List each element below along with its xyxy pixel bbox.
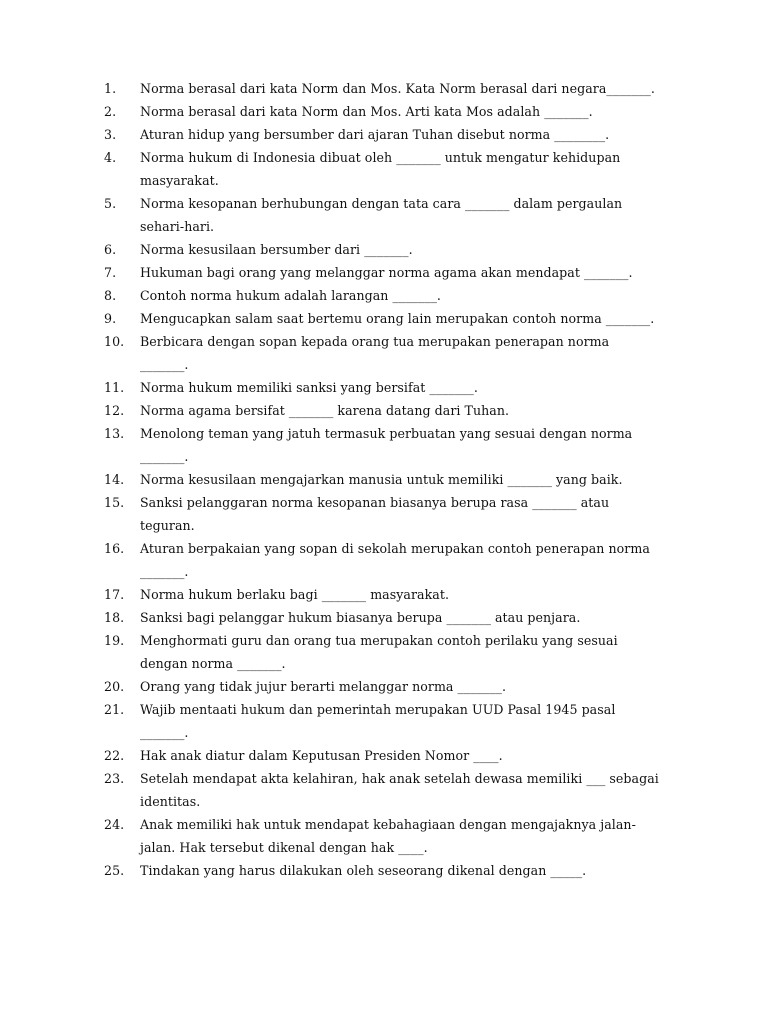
question-text: Sanksi pelanggaran norma kesopanan biasanya berupa rasa _______ atau teguran. — [140, 495, 610, 533]
question-text: Norma agama bersifat _______ karena datang dari Tuhan. — [140, 403, 510, 418]
question-text: Setelah mendapat akta kelahiran, hak anak setelah dewasa memiliki ___ sebagai identitas. — [140, 771, 659, 809]
question-item — [0, 813, 768, 859]
question-text: Hak anak diatur dalam Keputusan Presiden Nomor ____. — [140, 748, 503, 763]
question-item — [0, 284, 768, 307]
question-number: 18. — [104, 610, 125, 625]
question-text: Norma berasal dari kata Norm dan Mos. Arti kata Mos adalah _______. — [140, 104, 593, 119]
question-item — [0, 100, 768, 123]
question-number: 7. — [104, 265, 117, 280]
question-number: 21. — [104, 702, 125, 717]
question-number: 3. — [104, 127, 117, 142]
question-item — [0, 629, 768, 675]
question-number: 6. — [104, 242, 117, 257]
question-text: Sanksi bagi pelanggar hukum biasanya berupa _______ atau penjara. — [140, 610, 581, 625]
question-item — [0, 146, 768, 192]
question-item — [0, 491, 768, 537]
question-item — [0, 123, 768, 146]
question-item — [0, 192, 768, 238]
question-item — [0, 675, 768, 698]
question-number: 10. — [104, 334, 125, 349]
question-text: Tindakan yang harus dilakukan oleh seseorang dikenal dengan _____. — [140, 863, 587, 878]
question-list — [0, 77, 768, 882]
question-item — [0, 468, 768, 491]
question-item — [0, 583, 768, 606]
question-item — [0, 238, 768, 261]
question-number: 9. — [104, 311, 117, 326]
question-number: 16. — [104, 541, 125, 556]
question-number: 17. — [104, 587, 125, 602]
question-number: 20. — [104, 679, 125, 694]
question-text: Menghormati guru dan orang tua merupakan contoh perilaku yang sesuai dengan norma _______. — [140, 633, 618, 671]
question-text: Hukuman bagi orang yang melanggar norma agama akan mendapat _______. — [140, 265, 633, 280]
question-text: Norma kesusilaan bersumber dari _______. — [140, 242, 413, 257]
question-text: Berbicara dengan sopan kepada orang tua merupakan penerapan norma _______. — [140, 334, 610, 372]
question-text: Norma hukum berlaku bagi _______ masyarakat. — [140, 587, 450, 602]
question-item — [0, 606, 768, 629]
question-text: Norma hukum memiliki sanksi yang bersifat _______. — [140, 380, 478, 395]
question-item — [0, 698, 768, 744]
question-number: 11. — [104, 380, 125, 395]
question-number: 8. — [104, 288, 117, 303]
question-number: 25. — [104, 863, 125, 878]
question-text: Menolong teman yang jatuh termasuk perbuatan yang sesuai dengan norma _______. — [140, 426, 633, 464]
question-number: 19. — [104, 633, 125, 648]
question-item — [0, 399, 768, 422]
question-number: 23. — [104, 771, 125, 786]
question-item — [0, 376, 768, 399]
question-number: 4. — [104, 150, 117, 165]
question-number: 5. — [104, 196, 117, 211]
question-item — [0, 77, 768, 100]
question-item — [0, 859, 768, 882]
question-number: 13. — [104, 426, 125, 441]
question-text: Norma berasal dari kata Norm dan Mos. Kata Norm berasal dari negara_______. — [140, 81, 655, 96]
question-text: Norma hukum di Indonesia dibuat oleh _______ untuk mengatur kehidupan masyarakat. — [140, 150, 621, 188]
question-text: Aturan berpakaian yang sopan di sekolah merupakan contoh penerapan norma _______. — [140, 541, 650, 579]
question-item — [0, 307, 768, 330]
question-item — [0, 422, 768, 468]
question-text: Anak memiliki hak untuk mendapat kebahagiaan dengan mengajaknya jalan- jalan. Hak tersebut dikenal dengan hak ____. — [140, 817, 636, 855]
question-number: 15. — [104, 495, 125, 510]
question-text: Mengucapkan salam saat bertemu orang lain merupakan contoh norma _______. — [140, 311, 655, 326]
question-item — [0, 767, 768, 813]
question-number: 22. — [104, 748, 125, 763]
question-text: Aturan hidup yang bersumber dari ajaran Tuhan disebut norma ________. — [140, 127, 610, 142]
question-item — [0, 330, 768, 376]
question-number: 14. — [104, 472, 125, 487]
question-text: Orang yang tidak jujur berarti melanggar norma _______. — [140, 679, 507, 694]
question-item — [0, 537, 768, 583]
question-item — [0, 744, 768, 767]
question-text: Norma kesopanan berhubungan dengan tata cara _______ dalam pergaulan sehari-hari. — [140, 196, 623, 234]
question-number: 12. — [104, 403, 125, 418]
question-number: 2. — [104, 104, 117, 119]
question-number: 24. — [104, 817, 125, 832]
question-text: Wajib mentaati hukum dan pemerintah merupakan UUD Pasal 1945 pasal _______. — [140, 702, 616, 740]
question-number: 1. — [104, 81, 117, 96]
question-item — [0, 261, 768, 284]
question-text: Contoh norma hukum adalah larangan _______. — [140, 288, 441, 303]
question-text: Norma kesusilaan mengajarkan manusia untuk memiliki _______ yang baik. — [140, 472, 623, 487]
